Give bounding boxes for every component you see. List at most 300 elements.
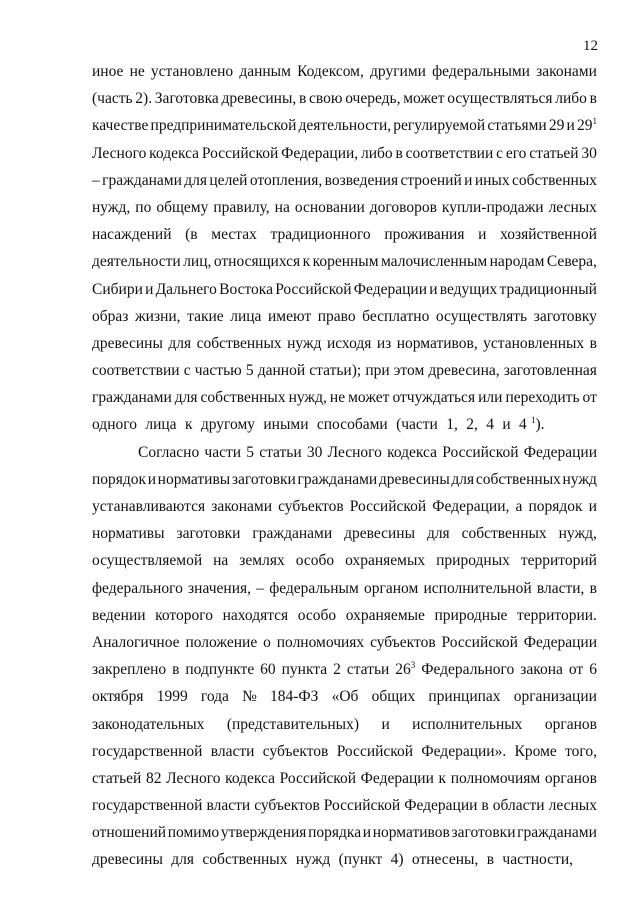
word xyxy=(92,520,165,547)
word-text: о xyxy=(263,633,271,651)
word-text: полномочиях xyxy=(276,633,365,651)
word-text: по xyxy=(135,198,152,216)
word-text: находятся xyxy=(222,606,289,624)
word-text: статьями xyxy=(487,117,547,135)
word xyxy=(309,357,361,384)
word-text: договоров xyxy=(369,198,437,216)
word-text: купли-продажи xyxy=(441,198,544,216)
word-text: древесины xyxy=(344,525,415,543)
word xyxy=(590,330,597,357)
word xyxy=(197,330,282,357)
word xyxy=(428,357,499,384)
word xyxy=(569,656,583,683)
word xyxy=(536,58,597,85)
word xyxy=(391,846,408,873)
word-text: отчуждаться xyxy=(392,389,476,407)
word-text: Российской xyxy=(201,144,279,162)
word-text: жизни, xyxy=(134,307,181,325)
word-text: Федерации xyxy=(404,797,478,815)
word xyxy=(395,656,415,683)
word-text: – xyxy=(92,171,100,189)
word-text: для xyxy=(174,389,198,407)
word xyxy=(263,411,312,438)
word-text: власти xyxy=(210,742,255,760)
word xyxy=(297,466,377,493)
word-text: нужд, xyxy=(558,525,597,543)
word-text: 4) xyxy=(390,851,404,869)
text-line xyxy=(92,629,597,656)
word xyxy=(138,439,199,466)
word xyxy=(222,85,297,112)
word-text: правилу, xyxy=(213,198,270,216)
word xyxy=(268,303,311,330)
word-text: гражданами xyxy=(92,389,172,407)
word xyxy=(396,140,403,167)
word xyxy=(384,221,464,248)
text-line xyxy=(92,547,597,574)
paragraph xyxy=(92,58,597,439)
word xyxy=(92,765,141,792)
word-text: от xyxy=(582,389,597,407)
word-text: с xyxy=(496,144,503,162)
word xyxy=(171,846,198,873)
superscript: 3 xyxy=(410,659,416,670)
word xyxy=(275,194,290,221)
word xyxy=(92,248,181,275)
word xyxy=(296,846,335,873)
word xyxy=(464,167,472,194)
word xyxy=(156,276,217,303)
word xyxy=(92,303,128,330)
word xyxy=(436,303,527,330)
word xyxy=(258,357,305,384)
word xyxy=(559,520,597,547)
word xyxy=(499,276,596,303)
word xyxy=(555,85,587,112)
word-text: целей xyxy=(209,171,248,189)
word xyxy=(567,112,575,139)
word xyxy=(148,466,156,493)
word-text: народам xyxy=(489,253,545,271)
text-line xyxy=(92,711,597,738)
word-text: и xyxy=(588,498,597,515)
word-text: Российской xyxy=(442,443,519,461)
word xyxy=(135,303,181,330)
word xyxy=(149,140,199,167)
word xyxy=(424,575,532,602)
word xyxy=(295,194,365,221)
word-text: собственных xyxy=(461,525,547,543)
word xyxy=(328,439,382,466)
text-line xyxy=(92,58,597,85)
word-text: 5 xyxy=(246,443,254,461)
word xyxy=(317,411,392,438)
word xyxy=(277,629,364,656)
word xyxy=(92,221,171,248)
word-text: установленных xyxy=(483,334,585,352)
word-text: Кодексом, xyxy=(297,63,364,80)
word xyxy=(158,466,231,493)
word-text: к xyxy=(438,769,447,787)
word xyxy=(254,792,320,819)
word xyxy=(303,248,311,275)
word xyxy=(520,656,563,683)
word-text: или xyxy=(478,389,503,407)
word xyxy=(339,846,387,873)
word-text: древесины xyxy=(378,470,450,488)
text-line xyxy=(92,303,597,330)
page-number: 12 xyxy=(583,38,598,54)
word-text: охраняемые xyxy=(345,606,425,624)
word-text: относящихся xyxy=(213,253,301,271)
word-text: 29 xyxy=(576,117,593,135)
word-text: порядок xyxy=(528,498,583,515)
word-text: для xyxy=(171,851,195,869)
word-text: переходить xyxy=(505,389,580,407)
text-line xyxy=(92,792,597,819)
word-text: 184-ФЗ xyxy=(270,688,319,706)
word xyxy=(363,819,371,846)
word xyxy=(187,303,224,330)
word xyxy=(442,439,518,466)
word-text: – xyxy=(256,579,264,597)
word xyxy=(435,602,508,629)
word xyxy=(428,683,500,710)
word-text: пункта xyxy=(281,661,328,679)
word xyxy=(521,547,597,574)
word xyxy=(206,792,250,819)
word-text: хозяйственной xyxy=(500,226,597,244)
word-text: осуществляемой xyxy=(92,552,203,570)
text-line xyxy=(92,384,597,411)
word-text: иное xyxy=(92,63,124,80)
word xyxy=(347,656,389,683)
word-text: исходя xyxy=(326,334,372,352)
word-text: проживания xyxy=(384,226,465,244)
word-text: Федерации xyxy=(360,769,434,787)
word-text: кодекса xyxy=(149,144,200,162)
word xyxy=(440,276,498,303)
word xyxy=(397,330,478,357)
word xyxy=(263,629,271,656)
word-text: другими xyxy=(370,63,426,80)
word-text: Российской xyxy=(441,633,518,651)
word-text: в xyxy=(589,579,597,597)
word-text: его xyxy=(505,144,527,162)
word-text: территории. xyxy=(516,606,597,624)
word xyxy=(155,602,213,629)
word xyxy=(466,411,482,438)
word xyxy=(370,58,426,85)
word-text: части xyxy=(204,443,242,461)
word-text: нужд, xyxy=(92,198,131,216)
word xyxy=(214,248,300,275)
word-text: Федерации xyxy=(523,443,597,461)
word xyxy=(213,547,228,574)
word xyxy=(406,140,494,167)
word-text: соответствии xyxy=(92,362,180,380)
word xyxy=(92,411,141,438)
word-text: положение xyxy=(185,633,258,651)
word xyxy=(327,330,371,357)
word xyxy=(517,602,597,629)
word xyxy=(185,629,257,656)
word-text: 4 xyxy=(519,416,527,434)
word-text: деятельности, xyxy=(298,117,392,135)
word-text: Федерации, xyxy=(432,498,510,515)
word xyxy=(451,466,474,493)
word-text: с xyxy=(183,362,191,380)
word-text: имеют xyxy=(268,307,312,325)
word xyxy=(447,85,552,112)
text-line xyxy=(92,140,597,167)
word xyxy=(337,738,413,765)
word-text: гражданами xyxy=(517,824,597,842)
word-text: субъектов xyxy=(254,797,320,815)
word-text: Федерации». xyxy=(421,742,507,760)
word-text: нужд xyxy=(295,851,331,869)
word xyxy=(92,738,202,765)
text-line xyxy=(92,248,597,275)
word-text: ведении xyxy=(92,606,146,624)
word-text: для xyxy=(168,334,192,352)
word-text: и xyxy=(381,715,390,733)
text-line xyxy=(92,466,597,493)
word-text: законами xyxy=(536,63,597,80)
word xyxy=(184,357,191,384)
word-text: в xyxy=(589,90,597,108)
word xyxy=(483,330,584,357)
word-text: Федерации, xyxy=(281,144,359,162)
word-text: Федерации xyxy=(523,633,597,651)
word xyxy=(230,303,261,330)
word-text: субъектов xyxy=(370,633,436,651)
word-text: лиц, xyxy=(183,253,212,271)
word-text: этом xyxy=(393,362,425,380)
word xyxy=(583,384,597,411)
word xyxy=(478,384,502,411)
word xyxy=(157,683,188,710)
word xyxy=(151,112,297,139)
word xyxy=(442,629,518,656)
text-line xyxy=(92,221,597,248)
word-text: иных xyxy=(474,171,510,189)
word xyxy=(282,656,328,683)
word-text: гражданами xyxy=(297,470,378,488)
word xyxy=(188,575,251,602)
word xyxy=(232,466,296,493)
word-text: Согласно xyxy=(138,443,200,461)
word xyxy=(92,85,133,112)
word xyxy=(446,411,462,438)
word-text: либо xyxy=(361,144,393,162)
word-text: года xyxy=(200,688,229,706)
word-text: Лесного xyxy=(92,144,147,162)
word xyxy=(421,656,514,683)
word xyxy=(421,738,506,765)
word xyxy=(514,683,597,710)
word xyxy=(201,683,229,710)
word-text: № xyxy=(242,688,257,706)
word xyxy=(275,276,351,303)
word xyxy=(145,276,153,303)
word xyxy=(92,602,146,629)
word-text: а xyxy=(515,498,523,515)
word-text: традиционного xyxy=(270,226,371,244)
word-text: способами xyxy=(316,416,388,434)
word-text: для xyxy=(184,171,208,189)
word-text: лесных xyxy=(548,797,597,815)
word-text: отопления, xyxy=(249,171,323,189)
word xyxy=(211,493,272,520)
text-line xyxy=(92,846,597,873)
word-text: лесных xyxy=(548,198,597,216)
text-line xyxy=(92,602,597,629)
word-text: данной xyxy=(257,362,306,380)
word xyxy=(250,167,322,194)
word-text: организации xyxy=(513,688,597,706)
word xyxy=(502,846,577,873)
word-text: в xyxy=(172,661,180,679)
word xyxy=(102,167,182,194)
word xyxy=(412,711,522,738)
word-text: 5 xyxy=(245,362,254,380)
word xyxy=(287,330,321,357)
word xyxy=(269,575,359,602)
word-text: собственных xyxy=(475,470,561,488)
word xyxy=(92,711,204,738)
word xyxy=(412,846,483,873)
word xyxy=(354,276,427,303)
word-text: нормативы xyxy=(157,470,231,488)
word-text: местах xyxy=(211,226,257,244)
word-text: 1999 xyxy=(156,688,188,706)
word xyxy=(185,221,197,248)
word xyxy=(490,248,545,275)
word-text: 29 xyxy=(548,117,565,135)
word xyxy=(202,846,291,873)
word xyxy=(362,303,429,330)
word-text: того, xyxy=(565,742,597,760)
word-text: нормативы xyxy=(92,525,165,543)
word xyxy=(400,167,461,194)
word xyxy=(308,819,361,846)
word xyxy=(404,792,477,819)
word-text: Заготовка xyxy=(154,90,219,108)
word xyxy=(307,439,323,466)
word xyxy=(481,792,488,819)
word-text: органов xyxy=(544,769,597,787)
word-text: Лесного xyxy=(166,769,221,787)
word-text: нужд xyxy=(562,470,597,488)
word xyxy=(184,167,207,194)
word-text: федерального xyxy=(92,579,183,597)
text-line xyxy=(92,819,597,846)
word-text: и xyxy=(464,171,473,189)
word xyxy=(563,466,597,493)
word xyxy=(345,547,425,574)
word xyxy=(135,85,152,112)
word-text: право xyxy=(317,307,356,325)
word-text: особо xyxy=(297,606,337,624)
word-text: на xyxy=(274,198,290,216)
word-text: порядка xyxy=(308,824,362,842)
word xyxy=(270,683,318,710)
word-text: органом xyxy=(363,579,419,597)
word xyxy=(92,819,166,846)
word-text: устанавливаются xyxy=(92,498,206,515)
word xyxy=(242,683,257,710)
word-text: строений xyxy=(400,171,462,189)
word-text: природные xyxy=(434,606,508,624)
text-line xyxy=(92,520,597,547)
word xyxy=(486,411,498,438)
word-text: Российской xyxy=(349,498,427,515)
word-text: лица xyxy=(145,416,177,434)
word xyxy=(365,357,389,384)
word-text: регулируемой xyxy=(393,117,486,135)
text-line xyxy=(92,411,597,438)
word xyxy=(92,357,180,384)
word-text: охраняемых xyxy=(345,552,426,570)
word xyxy=(581,140,597,167)
word-text: статьей xyxy=(529,144,579,162)
word-text: 2). xyxy=(135,90,153,108)
word xyxy=(529,140,578,167)
word-text: может xyxy=(403,90,445,108)
word-text: 2 xyxy=(333,661,341,679)
word xyxy=(476,466,561,493)
word-text: «Об xyxy=(331,688,359,706)
word xyxy=(392,384,475,411)
word-text: осуществляться xyxy=(447,90,553,108)
word xyxy=(92,547,202,574)
word-text: (пункт xyxy=(338,851,383,869)
word-text: ведущих xyxy=(439,280,498,298)
word-text: статьей xyxy=(92,769,142,787)
word-text: 26 xyxy=(395,661,411,679)
word xyxy=(225,765,275,792)
word-text: порядок xyxy=(92,470,147,488)
word xyxy=(519,411,549,438)
word xyxy=(487,112,546,139)
word-text: лица xyxy=(230,307,262,325)
word-text: от xyxy=(568,661,584,679)
word-text: на xyxy=(213,552,229,570)
word-text: частности, xyxy=(502,851,574,869)
word xyxy=(348,384,389,411)
word-text: собственных xyxy=(511,171,597,189)
word-text: 2, xyxy=(466,416,478,434)
word-text: бесплатно xyxy=(362,307,430,325)
word xyxy=(309,85,342,112)
text-line xyxy=(92,765,597,792)
word xyxy=(589,656,597,683)
word xyxy=(168,819,219,846)
word-text: государственной xyxy=(92,742,203,760)
word xyxy=(155,85,219,112)
word xyxy=(92,629,180,656)
word-text: Кроме xyxy=(514,742,557,760)
word-text: 30 xyxy=(306,443,323,461)
word-text: в xyxy=(589,334,597,352)
word-text: свою xyxy=(309,90,343,108)
word xyxy=(478,221,486,248)
word xyxy=(92,112,148,139)
word-text: отнесены, xyxy=(411,851,479,869)
word xyxy=(515,493,522,520)
word xyxy=(589,493,597,520)
